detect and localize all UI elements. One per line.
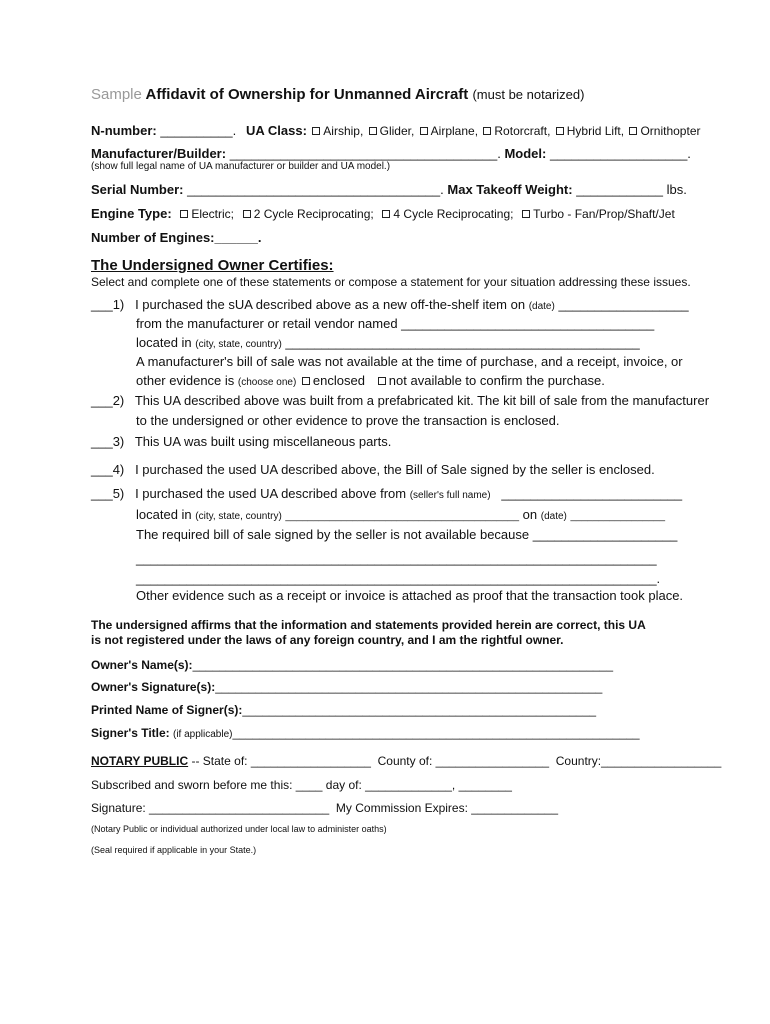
sample-label: Sample: [91, 86, 142, 103]
s5-location-hint: (city, state, country): [195, 511, 282, 522]
signer-title-line: [91, 727, 640, 740]
s1-location-hint: (city, state, country): [195, 339, 282, 350]
statement-1-line-4: A manufacturer's bill of sale was not available at the time of purchase, and a receipt, invoice, or: [136, 354, 683, 369]
mtow-label: Max Takeoff Weight:: [447, 182, 573, 197]
s5-seller-hint: (seller's full name): [409, 490, 491, 501]
s1-date-hint: (date): [528, 301, 555, 312]
owner-signature-field[interactable]: __________________________________________________________: [215, 680, 603, 694]
not-available-option: not available to confirm the purchase.: [388, 373, 605, 388]
model-label: Model:: [504, 146, 547, 161]
statement-2-line-2: to the undersigned or other evidence to prove the transaction is enclosed.: [136, 413, 560, 428]
owner-name-line: [91, 659, 613, 671]
glider-option: Glider,: [379, 124, 415, 138]
s5-located-text: located in: [136, 507, 192, 522]
s5-date-blank[interactable]: _________________: [570, 511, 666, 522]
owner-signature-line: [91, 681, 602, 693]
serial-label: Serial Number:: [91, 182, 184, 197]
statement-1-line-1[interactable]: [91, 298, 689, 312]
airplane-option: Airplane,: [430, 124, 479, 138]
ua-class-line: [246, 124, 700, 137]
title-note: (must be notarized): [472, 87, 585, 102]
s5-date-hint: (date): [540, 511, 567, 522]
ornithopter-checkbox[interactable]: [629, 127, 637, 135]
owner-name-field[interactable]: _______________________________________________________________: [192, 658, 614, 672]
statement-4[interactable]: ___4) I purchased the used UA described above, the Bill of Sale signed by the seller is enclosed.: [91, 462, 655, 477]
s1-location-blank[interactable]: _________________________________________________: [285, 335, 640, 350]
s1-located-text: located in: [136, 335, 192, 350]
engine-label: Engine Type:: [91, 206, 172, 221]
title-main: Affidavit of Ownership for Unmanned Aircraft: [145, 86, 469, 103]
s1-date-blank[interactable]: __________________: [558, 297, 689, 312]
s5-text: ___5) I purchased the used UA described above from: [91, 486, 407, 501]
hybrid-lift-checkbox[interactable]: [556, 127, 564, 135]
engines-count-line: [91, 231, 262, 244]
affirm-line-2: is not registered under the laws of any foreign country, and I am the rightful owner.: [91, 633, 564, 647]
notary-public-label: NOTARY PUBLIC: [91, 754, 189, 768]
four-cycle-option: 4 Cycle Reciprocating;: [393, 207, 514, 221]
signer-title-label: Signer's Title:: [91, 726, 170, 740]
turbo-option: Turbo - Fan/Prop/Shaft/Jet: [533, 207, 675, 221]
statement-2-line-1[interactable]: ___2) This UA described above was built from a prefabricated kit. The kit bill of sale from the manufacturer: [91, 393, 710, 408]
airship-option: Airship,: [323, 124, 364, 138]
statement-3[interactable]: ___3) This UA was built using miscellaneous parts.: [91, 434, 392, 449]
statement-5-line-3[interactable]: The required bill of sale signed by the seller is not available because ____________________: [136, 527, 678, 542]
s5-seller-blank[interactable]: _________________________: [501, 486, 683, 501]
affirm-line-1: The undersigned affirms that the information and statements provided herein are correct, this UA: [91, 618, 646, 632]
printed-name-label: Printed Name of Signer(s):: [91, 703, 243, 717]
four-cycle-checkbox[interactable]: [382, 210, 390, 218]
signer-title-hint: (if applicable): [173, 729, 233, 740]
engines-count-label: Number of Engines:: [91, 230, 215, 245]
notary-signature-line[interactable]: Signature: ___________________________ My Commission Expires: _____________: [91, 801, 559, 815]
document-title: [91, 87, 584, 102]
turbo-checkbox[interactable]: [522, 210, 530, 218]
manufacturer-note: (show full legal name of UA manufacturer or builder and UA model.): [91, 161, 391, 172]
statement-5-line-2[interactable]: [136, 508, 665, 522]
notary-note-2: (Seal required if applicable in your State.): [91, 845, 257, 855]
statement-1-line-2[interactable]: from the manufacturer or retail vendor named ___________________________________: [136, 316, 655, 331]
statement-5-line-1[interactable]: [91, 487, 682, 501]
s1-choose-hint: (choose one): [237, 377, 297, 388]
notary-state-fields[interactable]: -- State of: __________________ County of: _________________ Country:__________________: [188, 754, 722, 768]
enclosed-checkbox[interactable]: [302, 377, 310, 385]
two-cycle-checkbox[interactable]: [243, 210, 251, 218]
statement-5-line-5[interactable]: ________________________________________________________________________.: [136, 571, 661, 586]
s5-location-blank[interactable]: __________________________________________: [285, 511, 520, 522]
s1-text: ___1) I purchased the sUA described above as a new off-the-shelf item on: [91, 297, 526, 312]
engines-count-blank[interactable]: ______.: [214, 230, 262, 245]
statement-1-line-3[interactable]: [136, 336, 640, 350]
engine-line: [91, 207, 675, 220]
electric-option: Electric;: [191, 207, 235, 221]
model-blank[interactable]: ___________________.: [546, 146, 691, 161]
s5-on-text: on: [522, 507, 538, 522]
two-cycle-option: 2 Cycle Reciprocating;: [253, 207, 374, 221]
nnumber-label: N-number:: [91, 123, 157, 138]
ua-class-label: UA Class:: [246, 123, 307, 138]
enclosed-option: enclosed: [312, 373, 365, 388]
rotorcraft-checkbox[interactable]: [483, 127, 491, 135]
owner-signature-label: Owner's Signature(s):: [91, 680, 216, 694]
airplane-checkbox[interactable]: [420, 127, 428, 135]
signer-title-field[interactable]: _____________________________________________________________: [232, 726, 640, 740]
hybrid-lift-option: Hybrid Lift,: [566, 124, 625, 138]
ornithopter-option: Ornithopter: [640, 124, 701, 138]
nnumber-line: [91, 124, 236, 137]
manufacturer-blank[interactable]: _____________________________________.: [226, 146, 501, 161]
statement-5-line-4[interactable]: ________________________________________________________________________: [136, 551, 657, 566]
glider-checkbox[interactable]: [369, 127, 377, 135]
notary-state-line[interactable]: [91, 755, 721, 767]
electric-checkbox[interactable]: [180, 210, 188, 218]
manufacturer-label: Manufacturer/Builder:: [91, 146, 227, 161]
serial-line: [91, 183, 687, 196]
certifies-instruction: Select and complete one of these statements or compose a statement for your situation addressing these issues.: [91, 275, 691, 289]
airship-checkbox[interactable]: [312, 127, 320, 135]
notary-subscribed-line[interactable]: Subscribed and sworn before me this: ____ day of: _____________, ________: [91, 778, 512, 792]
mtow-unit: lbs.: [666, 182, 687, 197]
mtow-blank[interactable]: ____________: [572, 182, 663, 197]
printed-name-line: [91, 704, 596, 716]
owner-name-label: Owner's Name(s):: [91, 658, 193, 672]
notary-note-1: (Notary Public or individual authorized under local law to administer oaths): [91, 824, 387, 834]
statement-1-line-5: [136, 374, 605, 388]
certifies-heading: The Undersigned Owner Certifies:: [91, 257, 334, 274]
rotorcraft-option: Rotorcraft,: [494, 124, 551, 138]
s1-evidence-text: other evidence is: [136, 373, 235, 388]
printed-name-field[interactable]: _____________________________________________________: [242, 703, 597, 717]
serial-blank[interactable]: ___________________________________.: [183, 182, 444, 197]
not-available-checkbox[interactable]: [378, 377, 386, 385]
manufacturer-line: [91, 147, 691, 160]
nnumber-blank[interactable]: __________.: [156, 123, 237, 138]
statement-5-line-6: Other evidence such as a receipt or invoice is attached as proof that the transaction took place.: [136, 588, 684, 603]
